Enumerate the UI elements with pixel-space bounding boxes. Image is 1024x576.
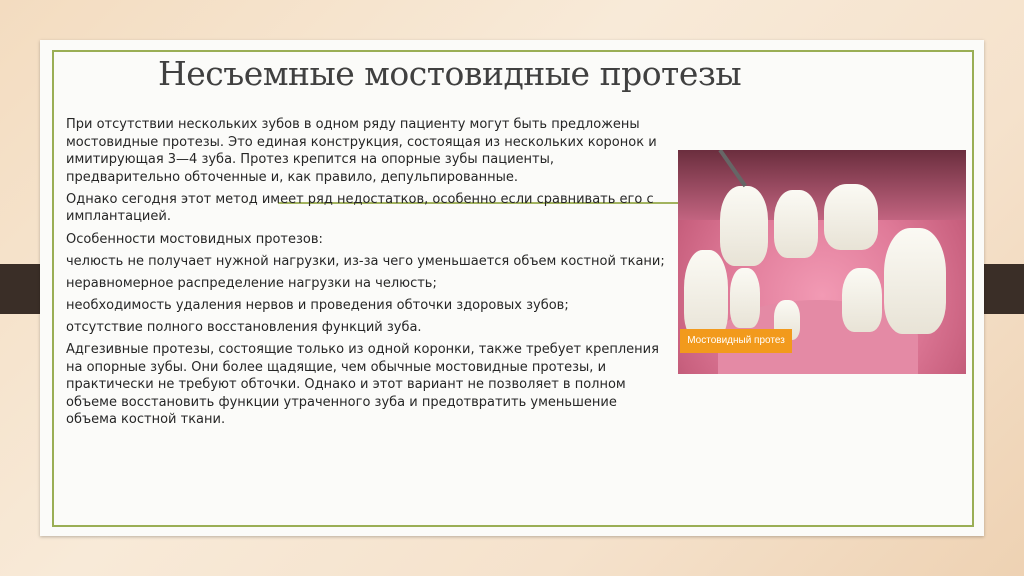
bridge-tooth-3 xyxy=(824,184,878,250)
image-caption: Мостовидный протез xyxy=(680,329,792,353)
bridge-tooth-2 xyxy=(774,190,818,258)
tooth-right-small xyxy=(842,268,882,332)
paragraph-intro: При отсутствии нескольких зубов в одном ряду пациенту могут быть предложены мостовидные протезы. Это единая конструкция, состоящая из нескольких коронок и имитирующая 3—4 зуба. Протез крепится на опорные зубы пациенты, предварительно обточенные и, как правило, депульпированные. xyxy=(66,117,657,185)
tooth-left xyxy=(684,250,728,340)
bridge-tooth-1 xyxy=(720,186,768,266)
dental-bridge-photo xyxy=(678,150,966,374)
paragraph-adhesive: Адгезивные протезы, состоящие только из одной коронки, также требует крепления на опорные зубы. Они более щадящие, чем обычные мостовидные протезы, и практически не требуют обточки. Однако и этот вариант не позволяет в полном объеме восстановить функции утраченного зуба и предотвратить уменьшение объема костной ткани. xyxy=(66,342,659,428)
slide xyxy=(40,40,984,536)
paragraph-feature-3: необходимость удаления нервов и проведения обточки здоровых зубов; xyxy=(66,297,569,313)
tooth-right-large xyxy=(884,228,946,334)
paragraph-drawbacks: Однако сегодня этот метод имеет ряд недостатков, особенно если сравнивать его с имплантацией. xyxy=(66,191,654,225)
paragraph-feature-1: челюсть не получает нужной нагрузки, из-за чего уменьшается объем костной ткани; xyxy=(66,253,665,269)
paragraph-features-heading: Особенности мостовидных протезов: xyxy=(66,231,323,247)
tooth-left-2 xyxy=(730,268,760,328)
slide-title: Несъемные мостовидные протезы xyxy=(158,54,742,93)
body-text xyxy=(66,116,668,434)
paragraph-feature-2: неравномерное распределение нагрузки на челюсть; xyxy=(66,275,437,291)
paragraph-feature-4: отсутствие полного восстановления функций зуба. xyxy=(66,319,422,335)
